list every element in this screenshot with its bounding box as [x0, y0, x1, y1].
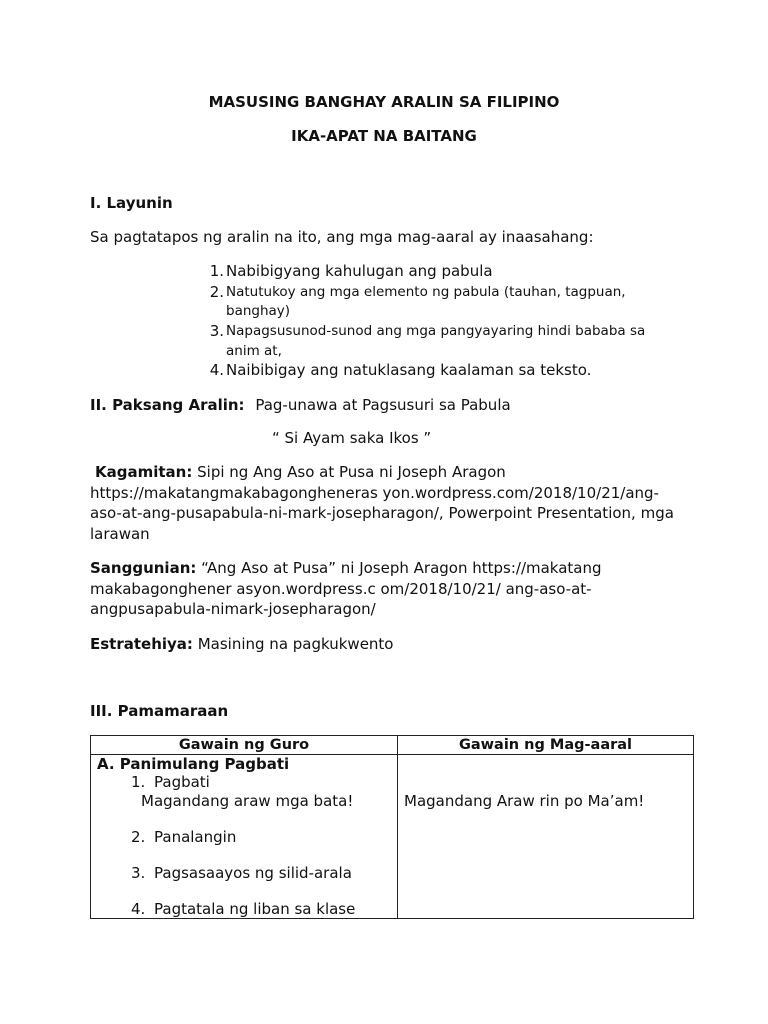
sanggunian-line-2: makabagonghener asyon.wordpress.c om/2018/10/21/ ang-aso-at-: [90, 580, 592, 598]
step-detail: Magandang araw mga bata!: [141, 792, 354, 810]
objective-text: Nabibigyang kahulugan ang pabula: [226, 262, 493, 280]
table-header-row: [91, 736, 694, 755]
sanggunian-line-1: [90, 559, 602, 577]
sanggunian-line-3: angpusapabula-nimark-josepharagon/: [90, 600, 376, 618]
paksa-label: II. Paksang Aralin:: [90, 396, 245, 414]
paksa-line: [90, 396, 511, 414]
estratehiya-value: Masining na pagkukwento: [197, 635, 394, 653]
column-header-guro: Gawain ng Guro: [91, 736, 398, 755]
pamamaraan-heading: III. Pamamaraan: [90, 702, 229, 720]
student-response: Magandang Araw rin po Ma’am!: [404, 792, 645, 810]
step-number: 2.: [131, 828, 146, 846]
document-subtitle: IKA-APAT NA BAITANG: [291, 127, 477, 145]
activity-table: [90, 735, 694, 919]
objective-number: 3.: [209, 322, 224, 340]
column-header-magaaral: Gawain ng Mag-aaral: [398, 736, 694, 755]
teacher-cell: [91, 755, 398, 919]
objective-number: 4.: [209, 361, 224, 379]
objective-text-continued: anim at,: [226, 343, 282, 359]
sanggunian-value: “Ang Aso at Pusa” ni Joseph Aragon https://makatang: [201, 559, 602, 577]
table-row: [91, 755, 694, 919]
student-cell: [398, 755, 694, 919]
kagamitan-value: Sipi ng Ang Aso at Pusa ni Joseph Aragon: [197, 463, 506, 481]
kagamitan-line-3: aso-at-ang-pusapabula-ni-mark-josepharagon/, Powerpoint Presentation, mga: [90, 504, 674, 522]
estratehiya-label: Estratehiya:: [90, 635, 193, 653]
sanggunian-label: Sanggunian:: [90, 559, 197, 577]
paksa-value: Pag-unawa at Pagsusuri sa Pabula: [255, 396, 511, 414]
objective-text: Natutukoy ang mga elemento ng pabula (tauhan, tagpuan,: [226, 284, 626, 300]
step-number: 1.: [131, 773, 146, 791]
kagamitan-label: Kagamitan:: [95, 463, 193, 481]
estratehiya-line: [90, 635, 394, 653]
section-title: A. Panimulang Pagbati: [97, 755, 290, 773]
step-label: Pagtatala ng liban sa klase: [154, 900, 356, 918]
layunin-heading: I. Layunin: [90, 194, 173, 212]
story-title: “ Si Ayam saka Ikos ”: [272, 429, 432, 447]
step-label: Panalangin: [154, 828, 237, 846]
objective-number: 2.: [209, 283, 224, 301]
kagamitan-line-2: https://makatangmakabagongheneras yon.wordpress.com/2018/10/21/ang-: [90, 484, 659, 502]
objective-text: Napagsusunod-sunod ang mga pangyayaring hindi bababa sa: [226, 323, 646, 339]
objective-number: 1.: [209, 262, 224, 280]
layunin-intro: Sa pagtatapos ng aralin na ito, ang mga mag-aaral ay inaasahang:: [90, 228, 594, 246]
step-label: Pagsasaayos ng silid-arala: [154, 864, 352, 882]
kagamitan-line-1: [95, 463, 506, 481]
kagamitan-line-4: larawan: [90, 525, 150, 543]
step-number: 3.: [131, 864, 146, 882]
step-number: 4.: [131, 900, 146, 918]
objective-text: Naibibigay ang natuklasang kaalaman sa teksto.: [226, 361, 592, 379]
document-title: MASUSING BANGHAY ARALIN SA FILIPINO: [208, 93, 560, 111]
step-label: Pagbati: [154, 773, 210, 791]
objective-text-continued: banghay): [226, 303, 291, 319]
